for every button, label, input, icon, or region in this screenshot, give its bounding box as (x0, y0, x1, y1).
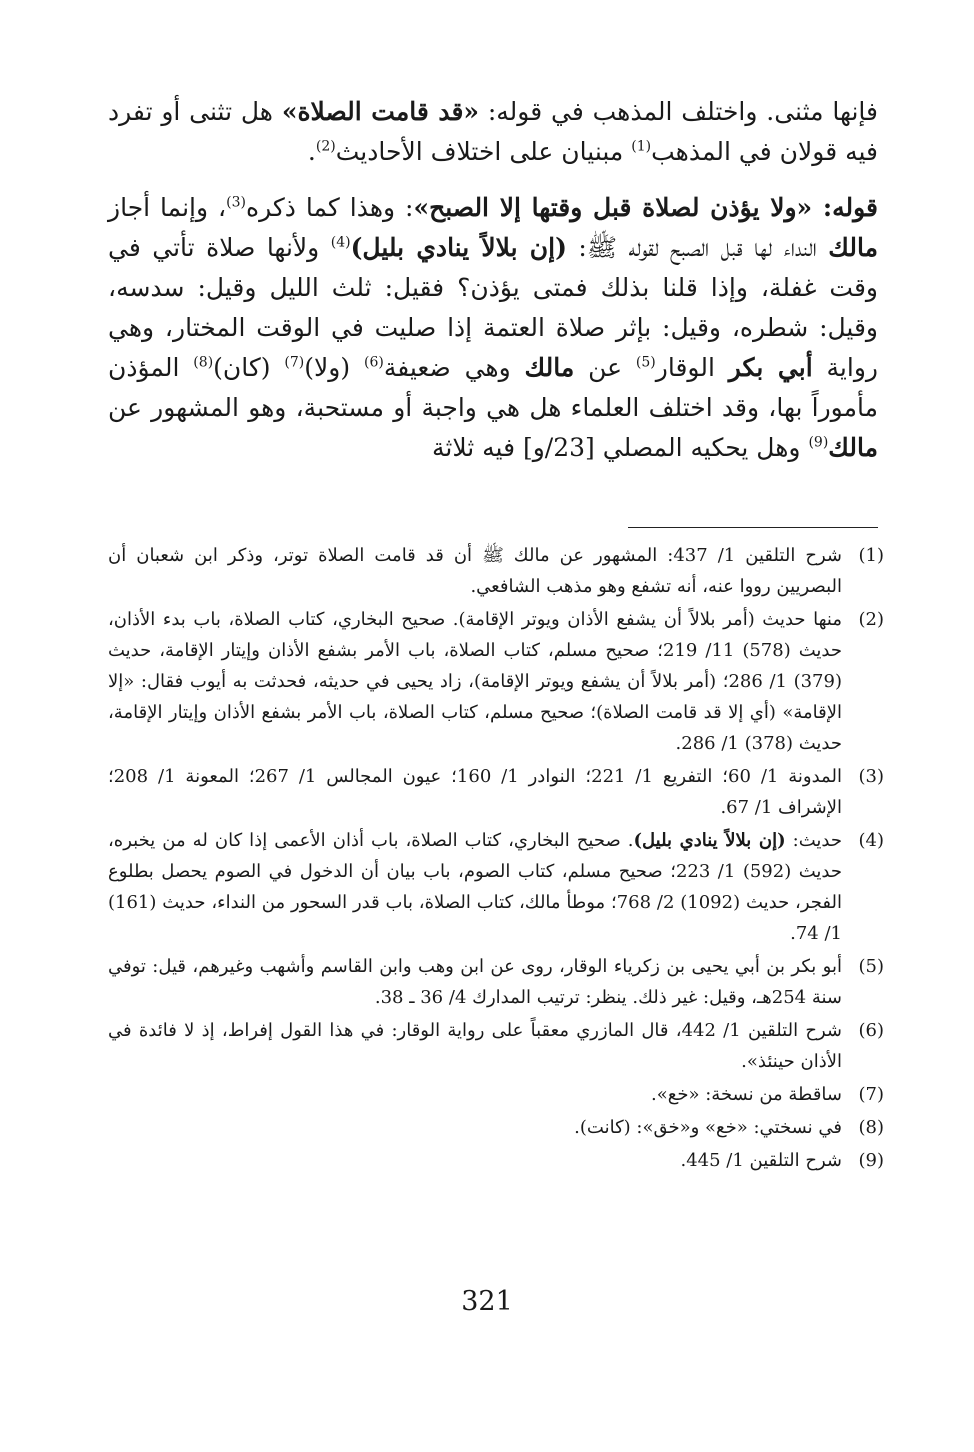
text-run: (ولا) (304, 353, 364, 382)
footnote-number: (7) (858, 1084, 884, 1105)
hadith-quote: (إن بلالاً ينادي بليل) (633, 830, 786, 851)
bold-name: مالك (828, 233, 878, 262)
text-run: ، وإنما أجاز (108, 193, 227, 222)
footnote-text: منها حديث (أمر بلالاً أن يشفع الأذان ويوتر الإقامة). صحيح البخاري، كتاب الصلاة، باب بدء الأذان، حديث (578) 11/ 219؛ صحيح مسلم، كتاب الصلاة، باب الأمر بشفع الأذان وإيتار الإقامة، حديث (379) 1/ 286؛ (أمر بلالاً أن يشفع ويوتر الإقامة)، زاد يحيى في حديثه، فحدثت به أيوب فقال: «إلا الإقامة» (أي إلا قد قامت الصلاة)؛ صحيح مسلم، كتاب الصلاة، باب الأمر بشفع الأذان وإيتار الإقامة، حديث (378) 1/ 286. (108, 609, 842, 754)
footnote-number: (5) (858, 956, 884, 977)
text-run: المؤذن مأموراً بها، وقد اختلف العلماء هل هي واجبة أو مستحبة، وهو المشهور عن (108, 353, 878, 422)
bold-name: أبي بكر (728, 353, 813, 382)
footnote-ref: (1) (631, 138, 652, 155)
footnote-item (108, 604, 884, 759)
footnote-number: (3) (858, 766, 884, 787)
footnote-ref: (8) (193, 354, 214, 371)
text-run: ولأنها صلاة تأتي في وقت غفلة، وإذا قلنا بذلك فمتى يؤذن؟ فقيل: ثلث الليل وقيل: سدسه، وقيل: شطره، وقيل: بإثر صلاة العتمة إذا صليت في الوقت المختار، وهي رواية (108, 233, 878, 382)
footnote-text (108, 825, 842, 949)
heading-quote: قوله: «ولا يؤذن لصلاة قبل وقتها إلا الصبح» (413, 193, 878, 222)
text-run: وهل يحكيه المصلي [23/و] فيه ثلاثة (431, 433, 809, 462)
paragraph-2 (108, 188, 878, 468)
footnote-item (108, 1112, 884, 1143)
page-number: 321 (461, 1286, 513, 1317)
footnote-number: (2) (858, 609, 884, 630)
footnote-ref: (4) (330, 234, 351, 251)
footnote-number: (6) (858, 1020, 884, 1041)
footnote-number: (9) (858, 1150, 884, 1171)
footnote-number: (8) (858, 1117, 884, 1138)
footnote-text: ساقطة من نسخة: «خع». (651, 1084, 842, 1105)
footnote-item (108, 1015, 884, 1077)
footnote-text: شرح التلقين 1/ 445. (680, 1150, 842, 1171)
text-run: حديث: (785, 830, 842, 851)
footnote-item (108, 825, 884, 949)
paragraph-1 (108, 92, 878, 172)
bold-name: مالك (524, 353, 575, 382)
footnote-ref: (9) (808, 434, 829, 451)
text-run: عن (574, 353, 636, 382)
text-run: . (307, 137, 316, 166)
footnote-item (108, 540, 884, 602)
footnote-item (108, 1145, 884, 1176)
footnote-item (108, 1079, 884, 1110)
footnote-ref: (2) (315, 138, 336, 155)
bold-name: مالك (828, 433, 878, 462)
text-run: فإنها مثنى. واختلف المذهب في قوله: (479, 97, 878, 126)
footnote-number: (4) (858, 830, 884, 851)
text-run: الوقار (655, 353, 729, 382)
footnote-text: شرح التلقين 1/ 442، قال المازري معقباً على رواية الوقار: في هذا القول إفراط، إذ لا فائدة في الأذان حينئذ». (108, 1020, 842, 1072)
footnotes (108, 540, 884, 1178)
footnote-number: (1) (858, 545, 884, 566)
hadith-quote: (إن بلالاً ينادي بليل) (350, 233, 567, 262)
text-run: : وهذا كما ذكره (245, 193, 414, 222)
footnote-ref: (7) (284, 354, 305, 371)
footnote-text: أبو بكر بن أبي يحيى بن زكرياء الوقار، روى عن ابن وهب وابن القاسم وأشهب وغيرهم، قيل: توفي سنة 254هـ، وقيل: غير ذلك. ينظر: ترتيب المدارك 4/ 36 ـ 38. (108, 956, 842, 1008)
quoted-phrase: «قد قامت الصلاة» (281, 97, 480, 126)
main-text (108, 92, 878, 468)
text-run: . صحيح البخاري، كتاب الصلاة، باب أذان الأعمى إذا كان له من يخبره، حديث (592) 1/ 223؛ صحيح مسلم، كتاب الصوم، باب بيان أن الدخول في الصوم يحصل بطلوع الفجر، حديث (1092) 2/ 768؛ موطأ مالك، كتاب الصلاة، باب قدر السحور من النداء، حديث (161) 1/ 74. (108, 830, 843, 944)
footnote-text: شرح التلقين 1/ 437: المشهور عن مالك ﷺ أن قد قامت الصلاة توتر، وذكر ابن شعبان أن البصريين رووا عنه، أنه تشفع وهو مذهب الشافعي. (108, 545, 842, 597)
footnote-separator (628, 527, 878, 528)
footnote-ref: (3) (226, 194, 246, 211)
text-run: هل تثنى أو تفرد فيه قولان في المذهب (108, 97, 878, 166)
footnote-item (108, 951, 884, 1013)
footnote-ref: (6) (363, 354, 384, 371)
footnote-ref: (5) (635, 354, 656, 371)
text-run: مبنيان على اختلاف الأحاديث (335, 137, 632, 166)
text-run: النداء لها قبل الصبح لقوله ﷺ: (566, 233, 829, 262)
text-run: (كان) (213, 353, 285, 382)
footnote-text: المدونة 1/ 60؛ التفريع 1/ 221؛ النوادر 1/ 160؛ عيون المجالس 1/ 267؛ المعونة 1/ 208؛ الإشراف 1/ 67. (108, 766, 842, 818)
footnote-item (108, 761, 884, 823)
text-run: وهي ضعيفة (383, 353, 525, 382)
footnote-text: في نسختي: «خع» و«خق»: (كانت). (574, 1117, 842, 1138)
